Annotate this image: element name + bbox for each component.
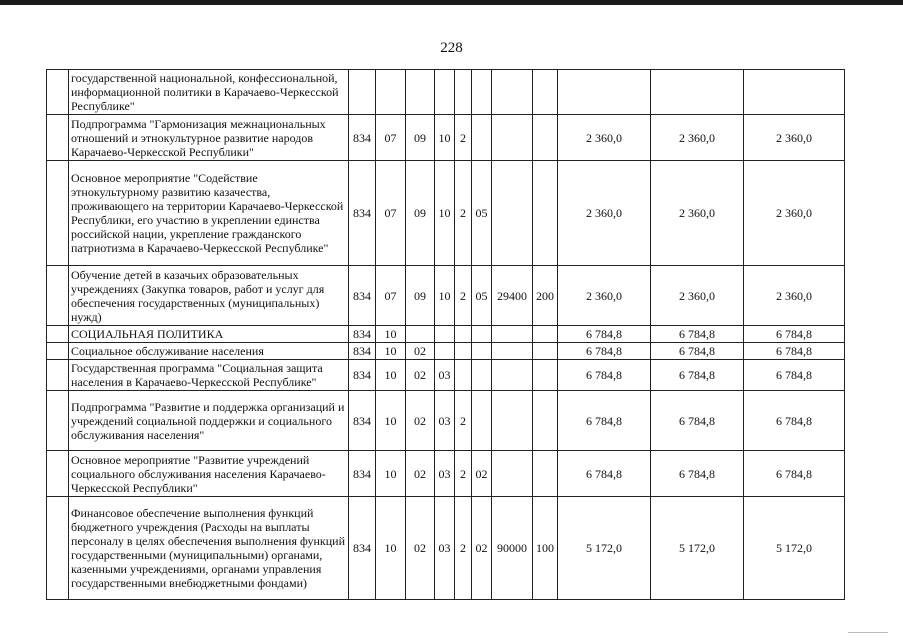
cs-part3: 02	[472, 497, 492, 600]
cs-part2: 2	[455, 115, 472, 161]
row-name: Государственная программа "Социальная защита населения в Карачаево-Черкесской Республике"	[69, 360, 349, 391]
amount-year2: 6 784,8	[651, 360, 744, 391]
top-rule	[0, 0, 903, 5]
cs-part4	[492, 70, 533, 115]
blank-cell	[47, 115, 69, 161]
gr-code: 834	[349, 451, 376, 497]
cs-part3	[472, 343, 492, 360]
rz-code: 10	[376, 391, 406, 451]
row-name: Основное мероприятие "Содействие этнокультурному развитию казачества, проживающего на территории Карачаево-Черкесской Республики, его участию в укреплении единства российской нации, укрепление гражданского патриотизма в Карачаево-Черкесской Республике"	[69, 161, 349, 266]
gr-code: 834	[349, 343, 376, 360]
scan-mark	[848, 632, 888, 633]
cs-part1: 03	[435, 360, 455, 391]
rz-code	[376, 70, 406, 115]
vr-code	[533, 391, 558, 451]
page-number: 228	[440, 40, 463, 56]
row-name: СОЦИАЛЬНАЯ ПОЛИТИКА	[69, 326, 349, 343]
amount-year2: 6 784,8	[651, 343, 744, 360]
amount-year1: 5 172,0	[558, 497, 651, 600]
blank-cell	[47, 360, 69, 391]
gr-code: 834	[349, 161, 376, 266]
amount-year2: 2 360,0	[651, 161, 744, 266]
gr-code: 834	[349, 326, 376, 343]
amount-year2: 6 784,8	[651, 391, 744, 451]
cs-part2: 2	[455, 266, 472, 326]
amount-year1: 2 360,0	[558, 115, 651, 161]
blank-cell	[47, 451, 69, 497]
cs-part3	[472, 326, 492, 343]
cs-part1	[435, 343, 455, 360]
row-name: Подпрограмма "Гармонизация межнациональных отношений и этнокультурное развитие народов Карачаево-Черкесской Республики"	[69, 115, 349, 161]
pr-code: 02	[406, 343, 435, 360]
rz-code: 07	[376, 161, 406, 266]
blank-cell	[47, 497, 69, 600]
cs-part2	[455, 70, 472, 115]
rz-code: 10	[376, 451, 406, 497]
pr-code	[406, 70, 435, 115]
cs-part1: 10	[435, 115, 455, 161]
cs-part2	[455, 343, 472, 360]
cs-part1	[435, 70, 455, 115]
pr-code: 02	[406, 360, 435, 391]
cs-part3	[472, 70, 492, 115]
vr-code	[533, 326, 558, 343]
cs-part2: 2	[455, 161, 472, 266]
vr-code: 100	[533, 497, 558, 600]
cs-part2	[455, 360, 472, 391]
blank-cell	[47, 266, 69, 326]
rz-code: 07	[376, 115, 406, 161]
amount-year3: 2 360,0	[744, 161, 845, 266]
rz-code: 10	[376, 326, 406, 343]
cs-part4: 90000	[492, 497, 533, 600]
table-row	[47, 343, 845, 360]
pr-code: 09	[406, 266, 435, 326]
table-row	[47, 70, 845, 115]
row-name: Финансовое обеспечение выполнения функций бюджетного учреждения (Расходы на выплаты персоналу в целях обеспечения выполнения функций государственными (муниципальными) органами, казенными учреждениями, органами управления государственными внебюджетными фондами)	[69, 497, 349, 600]
amount-year1: 2 360,0	[558, 161, 651, 266]
gr-code: 834	[349, 115, 376, 161]
cs-part3: 02	[472, 451, 492, 497]
row-name: государственной национальной, конфессиональной, информационной политики в Карачаево-Черкесской Республике"	[69, 70, 349, 115]
budget-table	[46, 69, 845, 600]
cs-part3: 05	[472, 161, 492, 266]
row-name: Основное мероприятие "Развитие учреждений социального обслуживания населения Карачаево-Черкесской Республики"	[69, 451, 349, 497]
amount-year1: 6 784,8	[558, 343, 651, 360]
cs-part1: 03	[435, 497, 455, 600]
amount-year3: 6 784,8	[744, 451, 845, 497]
vr-code	[533, 161, 558, 266]
pr-code: 09	[406, 161, 435, 266]
amount-year1: 6 784,8	[558, 360, 651, 391]
amount-year2: 6 784,8	[651, 326, 744, 343]
cs-part1: 03	[435, 391, 455, 451]
cs-part4	[492, 343, 533, 360]
pr-code: 02	[406, 451, 435, 497]
cs-part1: 10	[435, 161, 455, 266]
cs-part1: 03	[435, 451, 455, 497]
rz-code: 10	[376, 497, 406, 600]
amount-year3: 6 784,8	[744, 343, 845, 360]
amount-year1: 6 784,8	[558, 326, 651, 343]
row-name: Обучение детей в казачьих образовательных учреждениях (Закупка товаров, работ и услуг для обеспечения государственных (муниципальных) нужд)	[69, 266, 349, 326]
vr-code	[533, 451, 558, 497]
rz-code: 10	[376, 343, 406, 360]
gr-code: 834	[349, 360, 376, 391]
row-name: Подпрограмма "Развитие и поддержка организаций и учреждений социальной поддержки и социального обслуживания населения"	[69, 391, 349, 451]
vr-code	[533, 343, 558, 360]
cs-part4	[492, 115, 533, 161]
amount-year1: 6 784,8	[558, 451, 651, 497]
table-row	[47, 391, 845, 451]
cs-part1	[435, 326, 455, 343]
amount-year2: 6 784,8	[651, 451, 744, 497]
vr-code	[533, 70, 558, 115]
amount-year3: 5 172,0	[744, 497, 845, 600]
cs-part1: 10	[435, 266, 455, 326]
amount-year2: 5 172,0	[651, 497, 744, 600]
cs-part3	[472, 115, 492, 161]
amount-year3: 6 784,8	[744, 360, 845, 391]
cs-part2: 2	[455, 451, 472, 497]
amount-year3	[744, 70, 845, 115]
blank-cell	[47, 161, 69, 266]
amount-year1: 2 360,0	[558, 266, 651, 326]
pr-code: 02	[406, 391, 435, 451]
cs-part4	[492, 391, 533, 451]
amount-year3: 2 360,0	[744, 115, 845, 161]
cs-part2: 2	[455, 497, 472, 600]
cs-part4: 29400	[492, 266, 533, 326]
rz-code: 10	[376, 360, 406, 391]
blank-cell	[47, 391, 69, 451]
rz-code: 07	[376, 266, 406, 326]
gr-code	[349, 70, 376, 115]
amount-year2: 2 360,0	[651, 115, 744, 161]
amount-year1	[558, 70, 651, 115]
cs-part2: 2	[455, 391, 472, 451]
table-row	[47, 115, 845, 161]
table-row	[47, 161, 845, 266]
cs-part3	[472, 391, 492, 451]
cs-part4	[492, 161, 533, 266]
cs-part4	[492, 451, 533, 497]
amount-year3: 6 784,8	[744, 391, 845, 451]
blank-cell	[47, 343, 69, 360]
blank-cell	[47, 70, 69, 115]
vr-code: 200	[533, 266, 558, 326]
pr-code	[406, 326, 435, 343]
gr-code: 834	[349, 266, 376, 326]
cs-part3: 05	[472, 266, 492, 326]
table-row	[47, 451, 845, 497]
table-row	[47, 497, 845, 600]
amount-year3: 2 360,0	[744, 266, 845, 326]
gr-code: 834	[349, 391, 376, 451]
blank-cell	[47, 326, 69, 343]
vr-code	[533, 115, 558, 161]
amount-year3: 6 784,8	[744, 326, 845, 343]
cs-part2	[455, 326, 472, 343]
cs-part4	[492, 360, 533, 391]
amount-year2	[651, 70, 744, 115]
table-row	[47, 266, 845, 326]
table-row	[47, 360, 845, 391]
pr-code: 09	[406, 115, 435, 161]
table-row	[47, 326, 845, 343]
gr-code: 834	[349, 497, 376, 600]
vr-code	[533, 360, 558, 391]
pr-code: 02	[406, 497, 435, 600]
row-name: Социальное обслуживание населения	[69, 343, 349, 360]
amount-year2: 2 360,0	[651, 266, 744, 326]
cs-part4	[492, 326, 533, 343]
amount-year1: 6 784,8	[558, 391, 651, 451]
cs-part3	[472, 360, 492, 391]
